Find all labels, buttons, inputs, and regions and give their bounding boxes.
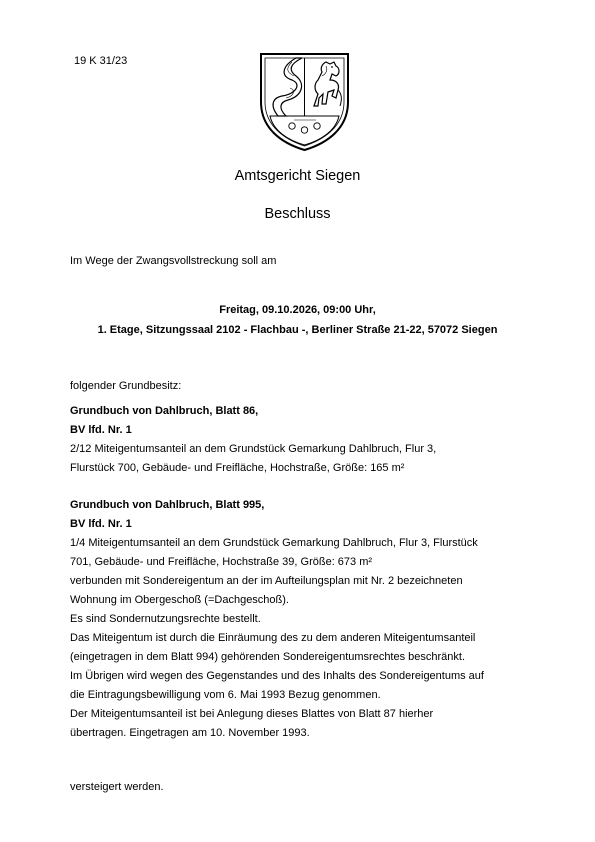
parcel-entry [70, 402, 540, 478]
parcel-register: Grundbuch von Dahlbruch, Blatt 995, [70, 499, 265, 511]
parcel-description-line: 2/12 Miteigentumsanteil an dem Grundstück Gemarkung Dahlbruch, Flur 3, [70, 443, 437, 455]
nrw-coat-of-arms-icon [256, 50, 353, 152]
property-label: folgender Grundbesitz: [70, 380, 182, 392]
auction-location: 1. Etage, Sitzungssaal 2102 - Flachbau -, Berliner Straße 21-22, 57072 Siegen [97, 324, 498, 336]
case-number: 19 K 31/23 [74, 55, 128, 67]
parcel-description-line: Flurstück 700, Gebäude- und Freifläche, Hochstraße, Größe: 165 m² [70, 462, 405, 474]
parcel-description-line: verbunden mit Sondereigentum an der im Aufteilungsplan mit Nr. 2 bezeichneten [70, 575, 463, 587]
parcel-entry [70, 496, 540, 743]
parcel-bv-number: BV lfd. Nr. 1 [70, 424, 132, 436]
parcel-register: Grundbuch von Dahlbruch, Blatt 86, [70, 405, 259, 417]
parcel-description-line: Das Miteigentum ist durch die Einräumung des zu dem anderen Miteigentumsanteil [70, 632, 476, 644]
parcel-description-line: 701, Gebäude- und Freifläche, Hochstraße 39, Größe: 673 m² [70, 556, 373, 568]
parcel-description-line: übertragen. Eingetragen am 10. November 1993. [70, 727, 310, 739]
parcel-description-line: Der Miteigentumsanteil ist bei Anlegung dieses Blattes von Blatt 87 hierher [70, 708, 434, 720]
closing-text: versteigert werden. [70, 781, 164, 793]
parcel-description-line: 1/4 Miteigentumsanteil an dem Grundstück Gemarkung Dahlbruch, Flur 3, Flurstück [70, 537, 478, 549]
parcel-bv-number: BV lfd. Nr. 1 [70, 518, 132, 530]
intro-text: Im Wege der Zwangsvollstreckung soll am [70, 255, 277, 267]
parcel-description-line: die Eintragungsbewilligung vom 6. Mai 1993 Bezug genommen. [70, 689, 381, 701]
document-type: Beschluss [264, 206, 331, 222]
parcel-description-line: Im Übrigen wird wegen des Gegenstandes und des Inhalts des Sondereigentums auf [70, 670, 484, 682]
court-name: Amtsgericht Siegen [234, 168, 361, 184]
parcel-description-line: Wohnung im Obergeschoß (=Dachgeschoß). [70, 594, 289, 606]
parcel-description-line: Es sind Sondernutzungsrechte bestellt. [70, 613, 261, 625]
parcel-description-line: (eingetragen in dem Blatt 994) gehörenden Sondereigentumsrechtes beschränkt. [70, 651, 466, 663]
auction-date-time: Freitag, 09.10.2026, 09:00 Uhr, [219, 304, 376, 316]
